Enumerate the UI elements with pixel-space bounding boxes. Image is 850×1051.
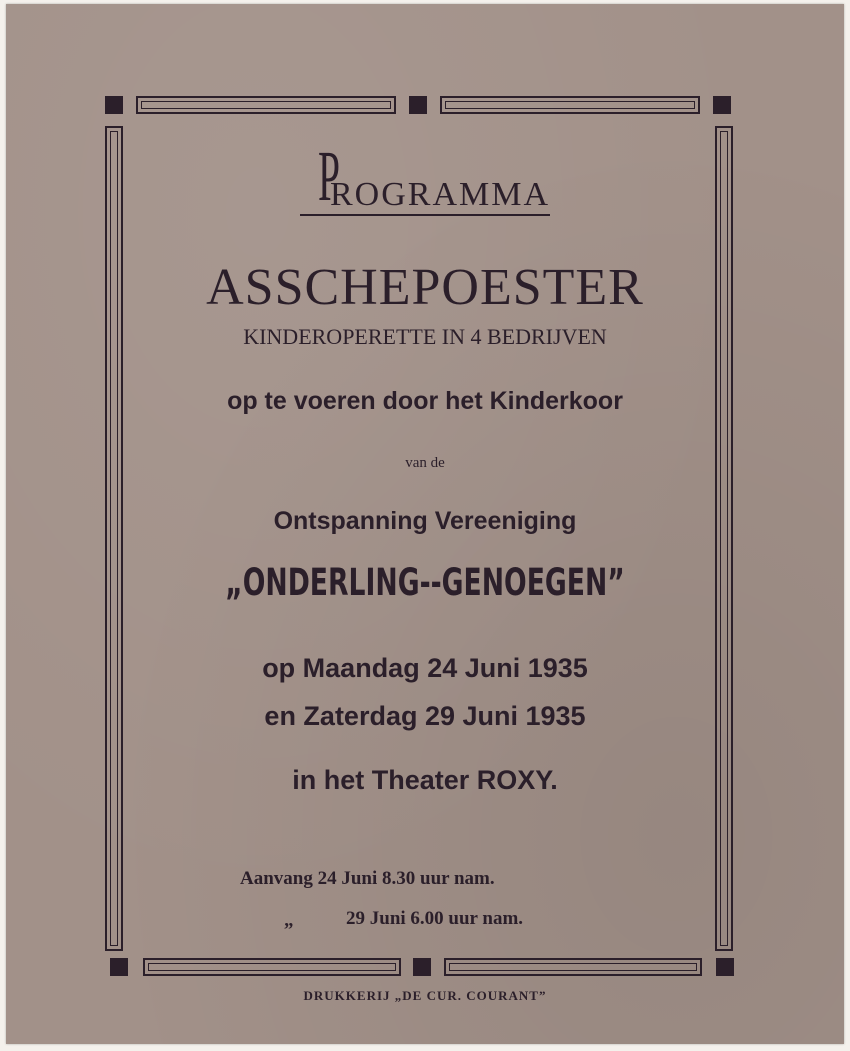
frame-bar-top-right [440, 96, 700, 114]
venue-line: in het Theater ROXY. [292, 765, 558, 795]
frame-bar-left [105, 126, 123, 951]
association-name: „ONDERLING--GENOEGEN” [225, 561, 625, 604]
frame-corner-top-left [105, 96, 123, 114]
frame-corner-bottom-right [716, 958, 734, 976]
program-heading [0, 136, 850, 220]
heading-initial: P [317, 136, 340, 216]
performed-by-line: op te voeren door het Kinderkoor [227, 387, 623, 415]
frame-bar-bottom-left [143, 958, 401, 976]
frame-corner-bottom-left [110, 958, 128, 976]
frame-bar-bottom-right [444, 958, 702, 976]
printer-credit: DRUKKERIJ „DE CUR. COURANT” [303, 988, 547, 1003]
start-time-1: Aanvang 24 Juni 8.30 uur nam. [240, 868, 495, 889]
start-time-2: 29 Juni 6.00 uur nam. [346, 908, 524, 929]
performance-date-1: op Maandag 24 Juni 1935 [262, 653, 588, 683]
start-time-ditto: „ [284, 910, 294, 931]
association-type: Ontspanning Vereeniging [273, 507, 577, 535]
operetta-title: ASSCHEPOESTER [206, 259, 644, 316]
performance-date-2: en Zaterdag 29 Juni 1935 [264, 701, 586, 731]
frame-square-top-middle [409, 96, 427, 114]
frame-bar-top-left [136, 96, 396, 114]
frame-bar-right [715, 126, 733, 951]
operetta-subtitle: KINDEROPERETTE IN 4 BEDRIJVEN [243, 324, 607, 349]
van-de-line: van de [405, 455, 445, 471]
frame-square-bottom-middle [413, 958, 431, 976]
heading-rest: ROGRAMMA [330, 176, 551, 213]
frame-corner-top-right [713, 96, 731, 114]
